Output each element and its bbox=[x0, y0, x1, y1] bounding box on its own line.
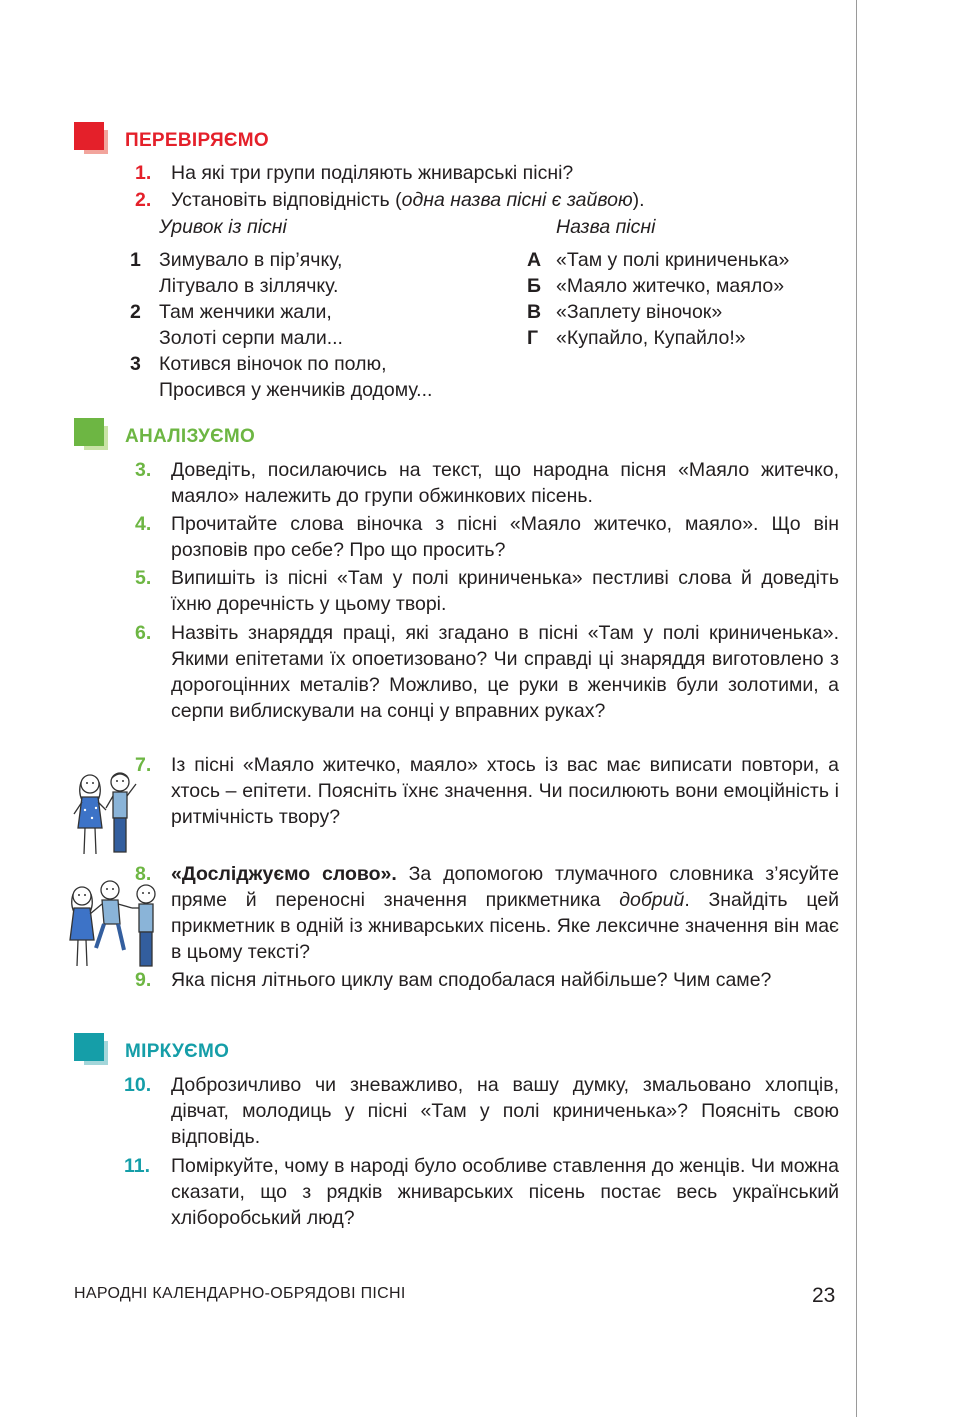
question-text: Поміркуйте, чому в народі було особливе ставлення до женців. Чи можна сказати, що з рядків жниварських пісень постає весь український хліборобський люд? bbox=[171, 1155, 839, 1229]
section-title: АНАЛІЗУЄМО bbox=[125, 426, 256, 447]
section-header-check bbox=[74, 122, 474, 162]
match-right-letter: Б bbox=[527, 275, 542, 297]
question-text: Яка пісня літнього циклу вам сподобалася найбільше? Чим саме? bbox=[171, 969, 772, 991]
question-number: 2. bbox=[135, 189, 152, 211]
section-title: МІРКУЄМО bbox=[125, 1041, 230, 1062]
question-number: 9. bbox=[135, 969, 152, 991]
match-right-title: «Маяло житечко, маяло» bbox=[556, 275, 785, 297]
question-text: Назвіть знаряддя праці, які згадано в пісні «Там у полі криниченька». Якими епітетами їх опоетизовано? Чи справді ці знаряддя виготовлено з дорогоцінних металів? Можливо, це руки в женчиків були золотими, а серпи виблискували на сонці у вправних руках? bbox=[171, 622, 839, 722]
question-text: «Досліджуємо слово». За допомогою тлумачного словника з’ясуйте пряме й переносні значення прикметника добрий. Знайдіть цей прикметник в одній із жниварських пісень. Яке лексичне значення він має в цьому тексті? bbox=[171, 863, 840, 963]
question-number: 5. bbox=[135, 567, 152, 589]
question-number: 11. bbox=[124, 1155, 151, 1177]
question-text: Доброзичливо чи зневажливо, на вашу думку, змальовано хлопців, дівчат, молодиць у пісні «Там у полі криниченька»? Поясніть свою відповідь. bbox=[171, 1074, 839, 1148]
running-title: НАРОДНІ КАЛЕНДАРНО-ОБРЯДОВІ ПІСНІ bbox=[74, 1285, 406, 1302]
match-right-title: «Заплету віночок» bbox=[556, 301, 723, 323]
match-left-number: 3 bbox=[130, 353, 141, 375]
question-number: 1. bbox=[135, 162, 152, 184]
section-title: ПЕРЕВІРЯЄМО bbox=[125, 130, 269, 151]
question-text: Випишіть із пісні «Там у полі криниченька» пестливі слова й доведіть їхню доречність у цьому творі. bbox=[171, 567, 839, 615]
match-right-title: «Там у полі криниченька» bbox=[556, 249, 790, 271]
match-left-number: 2 bbox=[130, 301, 141, 323]
section-marker bbox=[74, 418, 104, 446]
match-right-letter: А bbox=[527, 249, 542, 271]
match-left-line: Літувало в зіллячку. bbox=[159, 275, 339, 297]
match-left-header: Уривок із пісні bbox=[159, 216, 287, 238]
match-left-line: Золоті серпи мали... bbox=[159, 327, 343, 349]
question-text: На які три групи поділяють жниварські пісні? bbox=[171, 162, 574, 184]
question-text: Із пісні «Маяло житечко, маяло» хтось із вас має виписати повтори, а хтось – епітети. Поясніть їхнє значення. Чи посилюють вони емоційність і ритмічність твору? bbox=[171, 754, 839, 828]
section-header-think bbox=[74, 1033, 474, 1073]
match-left-line: Просився у женчиків додому... bbox=[159, 379, 433, 401]
match-right-header: Назва пісні bbox=[556, 216, 656, 238]
page-number: 23 bbox=[812, 1284, 836, 1307]
question-number: 3. bbox=[135, 459, 152, 481]
question-number: 8. bbox=[135, 863, 152, 885]
question-number: 6. bbox=[135, 622, 152, 644]
question-number: 4. bbox=[135, 513, 152, 535]
match-right-title: «Купайло, Купайло!» bbox=[556, 327, 746, 349]
match-left-number: 1 bbox=[130, 249, 141, 271]
question-number: 7. bbox=[135, 754, 152, 776]
match-left-line: Котився віночок по полю, bbox=[159, 353, 387, 375]
question-text: Доведіть, посилаючись на текст, що народна пісня «Маяло житечко, маяло» належить до групи обжинкових пісень. bbox=[171, 459, 839, 507]
match-right-letter: В bbox=[527, 301, 542, 323]
match-left-line: Там женчики жали, bbox=[159, 301, 332, 323]
question-number: 10. bbox=[124, 1074, 152, 1096]
children-group-illustration bbox=[66, 878, 166, 970]
match-left-line: Зимувало в пір’ячку, bbox=[159, 249, 343, 271]
section-marker bbox=[74, 1033, 104, 1061]
page-edge-line bbox=[856, 0, 857, 1417]
question-text: Установіть відповідність (одна назва пісні є зайвою). bbox=[171, 189, 645, 211]
question-text: Прочитайте слова віночка з пісні «Маяло житечко, маяло». Що він розповів про себе? Про що просить? bbox=[171, 513, 839, 561]
children-pair-illustration bbox=[70, 770, 148, 860]
section-marker bbox=[74, 122, 104, 150]
section-header-analyze bbox=[74, 418, 474, 458]
match-right-letter: Г bbox=[527, 327, 539, 349]
